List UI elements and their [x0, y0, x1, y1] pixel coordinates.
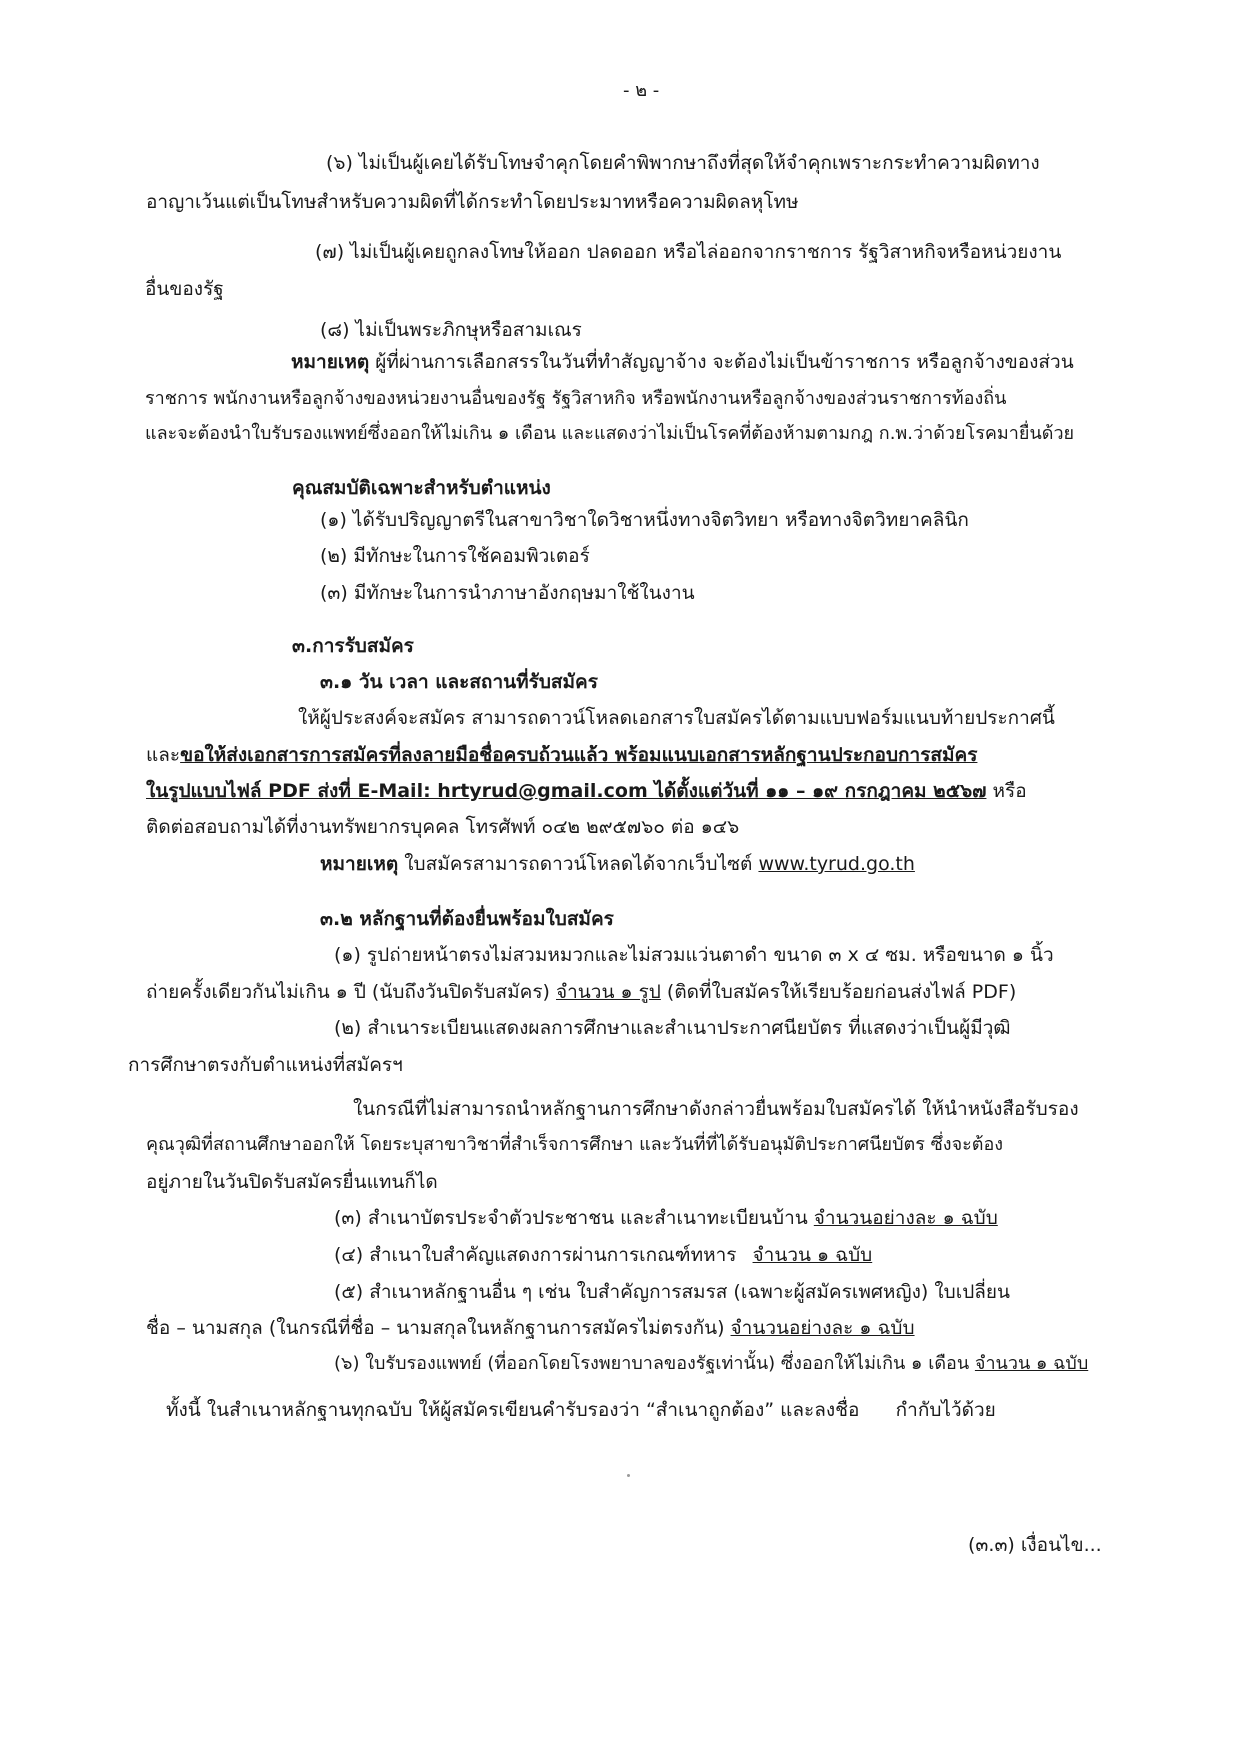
application-note-label: หมายเหตุ	[320, 853, 399, 875]
application-3-1-line-4: ติดต่อสอบถามได้ที่งานทรัพยากรบุคคล โทรศัพท์ ๐๔๒ ๒๙๕๗๖๐ ต่อ ๑๔๖	[146, 816, 740, 838]
document-item-1-quantity: จำนวน ๑ รูป	[556, 981, 661, 1003]
document-item-5-line-2	[146, 1315, 915, 1341]
note-line-1	[291, 349, 1074, 375]
application-3-1-line-3	[146, 778, 1027, 804]
note-line-2: ราชการ พนักงานหรือลูกจ้างของหน่วยงานอื่นของรัฐ รัฐวิสาหกิจ หรือพนักงานหรือลูกจ้างของส่วนราชการท้องถิ่น	[145, 388, 1007, 409]
document-item-4-text: (๔) สำเนาใบสำคัญแสดงการผ่านการเกณฑ์ทหาร	[334, 1244, 737, 1266]
specific-qualification-item-2: (๒) มีทักษะในการใช้คอมพิวเตอร์	[320, 545, 590, 567]
document-item-2-paragraph-line-1: ในกรณีที่ไม่สามารถนำหลักฐานการศึกษาดังกล่าวยื่นพร้อมใบสมัครได้ ให้นำหนังสือรับรอง	[353, 1098, 1079, 1120]
document-item-4	[334, 1242, 872, 1268]
specific-qualifications-heading: คุณสมบัติเฉพาะสำหรับตำแหน่ง	[292, 477, 551, 499]
document-item-6	[334, 1351, 1088, 1377]
document-item-4-quantity: จำนวน ๑ ฉบับ	[752, 1244, 873, 1266]
application-3-1-line-2	[146, 742, 977, 768]
scan-speck	[627, 1474, 630, 1477]
specific-qualification-item-3: (๓) มีทักษะในการนำภาษาอังกฤษมาใช้ในงาน	[320, 582, 695, 604]
document-item-1-line-2-prefix: ถ่ายครั้งเดียวกันไม่เกิน ๑ ปี (นับถึงวันปิดรับสมัคร)	[146, 981, 550, 1003]
website-link[interactable]: www.tyrud.go.th	[758, 853, 915, 875]
qualification-item-7-line-1: (๗) ไม่เป็นผู้เคยถูกลงโทษให้ออก ปลดออก หรือไล่ออกจากราชการ รัฐวิสาหกิจหรือหน่วยงาน	[315, 241, 1062, 263]
document-item-2-paragraph-line-2: คุณวุฒิที่สถานศึกษาออกให้ โดยระบุสาขาวิชาที่สำเร็จการศึกษา และวันที่ที่ได้รับอนุมัติประกาศนียบัตร ซึ่งจะต้อง	[146, 1134, 1004, 1155]
certification-instruction: ทั้งนี้ ในสำเนาหลักฐานทุกฉบับ ให้ผู้สมัครเขียนคำรับรองว่า “สำเนาถูกต้อง” และลงชื่อ กำกับไว้ด้วย	[166, 1399, 996, 1421]
note-text: ผู้ที่ผ่านการเลือกสรรในวันที่ทำสัญญาจ้าง จะต้องไม่เป็นข้าราชการ หรือลูกจ้างของส่วน	[375, 351, 1074, 373]
application-heading: ๓.การรับสมัคร	[292, 635, 414, 657]
page-number: - ๒ -	[623, 80, 660, 101]
document-item-1-line-2-suffix: (ติดที่ใบสมัครให้เรียบร้อยก่อนส่งไฟล์ PDF)	[666, 981, 1017, 1003]
application-3-1-line-2-prefix: และ	[146, 744, 181, 766]
note-label: หมายเหตุ	[291, 351, 370, 373]
qualification-item-6-line-2: อาญาเว้นแต่เป็นโทษสำหรับความผิดที่ได้กระทำโดยประมาทหรือความผิดลหุโทษ	[146, 191, 799, 213]
continuation-footer: (๓.๓) เงื่อนไข...	[968, 1534, 1102, 1556]
note-line-3: และจะต้องนำใบรับรองแพทย์ซึ่งออกให้ไม่เกิน ๑ เดือน และแสดงว่าไม่เป็นโรคที่ต้องห้ามตามกฎ ก.พ.ว่าด้วยโรคมายื่นด้วย	[145, 423, 1075, 444]
application-3-1-line-3-suffix: หรือ	[992, 780, 1027, 802]
document-item-5-quantity: จำนวนอย่างละ ๑ ฉบับ	[730, 1317, 915, 1339]
document-item-2-line-1: (๒) สำเนาระเบียนแสดงผลการศึกษาและสำเนาประกาศนียบัตร ที่แสดงว่าเป็นผู้มีวุฒิ	[334, 1017, 1011, 1039]
application-3-1-note	[320, 851, 915, 877]
application-subheading-3-2: ๓.๒ หลักฐานที่ต้องยื่นพร้อมใบสมัคร	[320, 908, 614, 930]
document-item-2-paragraph-line-3: อยู่ภายในวันปิดรับสมัครยื่นแทนก็ได	[146, 1171, 438, 1193]
document-item-5-line-2-text: ชื่อ – นามสกุล (ในกรณีที่ชื่อ – นามสกุลในหลักฐานการสมัครไม่ตรงกัน)	[146, 1317, 725, 1339]
document-item-5-line-1: (๕) สำเนาหลักฐานอื่น ๆ เช่น ใบสำคัญการสมรส (เฉพาะผู้สมัครเพศหญิง) ใบเปลี่ยน	[334, 1281, 1011, 1303]
document-item-1-line-1: (๑) รูปถ่ายหน้าตรงไม่สวมหมวกและไม่สวมแว่นตาดำ ขนาด ๓ x ๔ ซม. หรือขนาด ๑ นิ้ว	[334, 944, 1054, 966]
application-subheading-3-1: ๓.๑ วัน เวลา และสถานที่รับสมัคร	[320, 671, 598, 693]
submission-instruction: ขอให้ส่งเอกสารการสมัครที่ลงลายมือชื่อครบถ้วนแล้ว พร้อมแนบเอกสารหลักฐานประกอบการสมัคร	[180, 744, 978, 766]
qualification-item-6-line-1: (๖) ไม่เป็นผู้เคยได้รับโทษจำคุกโดยคำพิพากษาถึงที่สุดให้จำคุกเพราะกระทำความผิดทาง	[326, 152, 1040, 174]
qualification-item-8: (๘) ไม่เป็นพระภิกษุหรือสามเณร	[320, 319, 582, 341]
document-item-3	[334, 1205, 998, 1231]
document-item-6-text: (๖) ใบรับรองแพทย์ (ที่ออกโดยโรงพยาบาลของรัฐเท่านั้น) ซึ่งออกให้ไม่เกิน ๑ เดือน	[334, 1353, 970, 1374]
submission-email-period: ในรูปแบบไฟล์ PDF ส่งที่ E-Mail: hrtyrud@gmail.com ได้ตั้งแต่วันที่ ๑๑ – ๑๙ กรกฎาคม ๒๕๖๗	[146, 780, 987, 802]
document-item-6-quantity: จำนวน ๑ ฉบับ	[974, 1353, 1089, 1374]
specific-qualification-item-1: (๑) ได้รับปริญญาตรีในสาขาวิชาใดวิชาหนึ่งทางจิตวิทยา หรือทางจิตวิทยาคลินิก	[320, 509, 969, 531]
document-item-1-line-2	[146, 979, 1016, 1005]
application-note-text: ใบสมัครสามารถดาวน์โหลดได้จากเว็บไซต์	[404, 853, 753, 875]
qualification-item-7-line-2: อื่นของรัฐ	[145, 278, 224, 300]
document-item-2-line-2: การศึกษาตรงกับตำแหน่งที่สมัครฯ	[128, 1054, 403, 1076]
document-item-3-quantity: จำนวนอย่างละ ๑ ฉบับ	[813, 1207, 998, 1229]
application-3-1-line-1: ให้ผู้ประสงค์จะสมัคร สามารถดาวน์โหลดเอกสารใบสมัครได้ตามแบบฟอร์มแนบท้ายประกาศนี้	[298, 707, 1055, 729]
document-item-3-text: (๓) สำเนาบัตรประจำตัวประชาชน และสำเนาทะเบียนบ้าน	[334, 1207, 808, 1229]
